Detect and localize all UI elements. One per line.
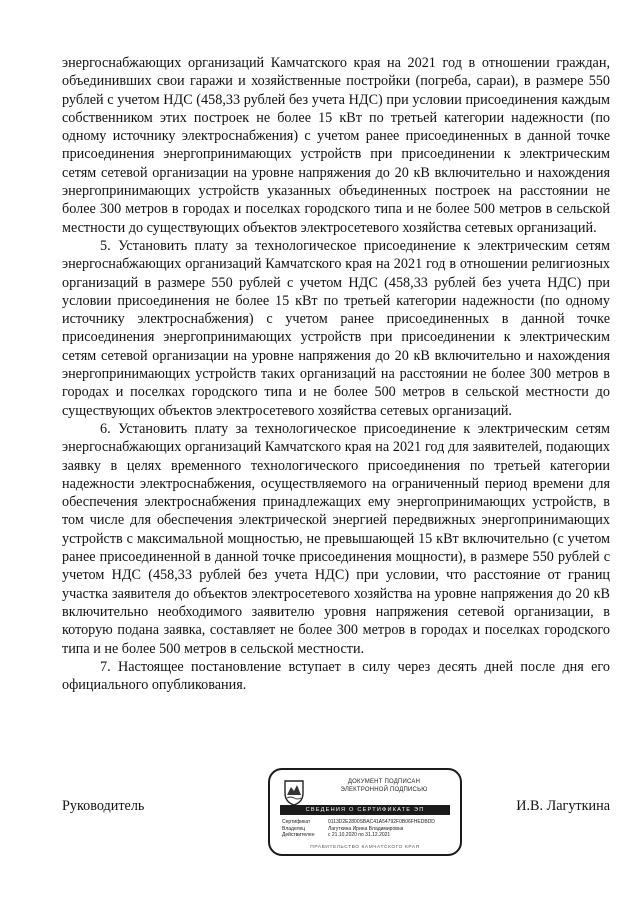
signatory-name: И.В. Лагуткина [516, 798, 610, 814]
stamp-row-value: с 21.10.2020 по 31.12.2021 [328, 832, 391, 839]
stamp-row-value: 0113D2E2800SBAC41A54792F0B06FHEDBDD [328, 819, 435, 825]
stamp-row-value: Лагуткина Ирина Владимировна [328, 825, 404, 832]
stamp-row-validity [282, 832, 452, 839]
stamp-footer: ПРАВИТЕЛЬСТВО КАМЧАТСКОГО КРАЯ [310, 845, 420, 850]
stamp-row-key: Действителен [282, 832, 315, 839]
stamp-title-line1: ДОКУМЕНТ ПОДПИСАН [347, 779, 421, 785]
stamp-row-key: Сертификат [282, 819, 311, 825]
stamp-row-certificate [282, 819, 452, 826]
kamchatka-coat-of-arms-icon [282, 778, 306, 806]
document-body [62, 54, 610, 694]
paragraph-7: 7. Настоящее постановление вступает в силу через десять дней после дня его официального опубликования. [62, 658, 610, 694]
paragraph-continuation: энергоснабжающих организаций Камчатского края на 2021 год в отношении граждан, объединивших свои гаражи и хозяйственные постройки (погреба, сараи), в размере 550 рублей с учетом НДС (458,33 рублей без учета НДС) при условии присоединения каждым собственником этих построек не более 15 кВт по третьей категории надежности (по одному источнику электроснабжения) с учетом ранее присоединенных в данной точке присоединения энергопринимающих устройств при присоединении к электрическим сетям сетевой организации на уровне напряжения до 20 кВ включительно и нахождения энергопринимающих устройств указанных объединенных построек на расстоянии не более 300 метров в городах и поселках городского типа и не более 500 метров в сельской местности до существующих объектов электросетевого хозяйства сетевых организаций. [62, 55, 610, 236]
stamp-details [282, 819, 452, 839]
stamp-certificate-bar: СВЕДЕНИЯ О СЕРТИФИКАТЕ ЭП [280, 805, 450, 815]
stamp-title-line2: ЭЛЕКТРОННОЙ ПОДПИСЬЮ [340, 786, 428, 793]
paragraph-5: 5. Установить плату за технологическое присоединение к электрическим сетям энергоснабжающих организаций Камчатского края на 2021 год в отношении религиозных организаций в размере 550 рублей с учетом НДС (458,33 рублей без учета НДС) при условии присоединения не более 15 кВт по третьей категории надежности (по одному источнику электроснабжения) с учетом ранее присоединенных в данной точке присоединения энергопринимающих устройств при присоединении к электрическим сетям сетевой организации на уровне напряжения до 20 кВ включительно и нахождения энергопринимающих устройств таких организаций на расстоянии не более 300 метров в городах и поселках городского типа и не более 500 метров в сельской местности до существующих объектов электросетевого хозяйства сетевых организаций. [62, 237, 610, 419]
electronic-signature-stamp [268, 768, 462, 856]
signatory-role: Руководитель [62, 798, 145, 814]
stamp-row-key: Владелец [282, 825, 306, 832]
stamp-title [316, 779, 452, 794]
paragraph-6: 6. Установить плату за технологическое присоединение к электрическим сетям энергоснабжающих организаций Камчатского края на 2021 год для заявителей, подающих заявку в целях временного технологического присоединения по третьей категории надежности электроснабжения, осуществляемого на ограниченный период времени для обеспечения электроснабжения принадлежащих ему энергопринимающих устройств, в том числе для обеспечения электрической энергией передвижных энергопринимающих устройств с максимальной мощностью, не превышающей 15 кВт включительно (с учетом ранее присоединенной в данной точке присоединения мощности), в размере 550 рублей с учетом НДС (458,33 рублей без учета НДС) при условии, что расстояние от границ участка заявителя до объектов электросетевого хозяйства на уровне напряжения до 20 кВ включительно необходимого заявителю уровня напряжения сетевой организации, в которую подана заявка, составляет не более 300 метров в городах и поселках городского типа и не более 500 метров в сельской местности. [62, 420, 610, 657]
